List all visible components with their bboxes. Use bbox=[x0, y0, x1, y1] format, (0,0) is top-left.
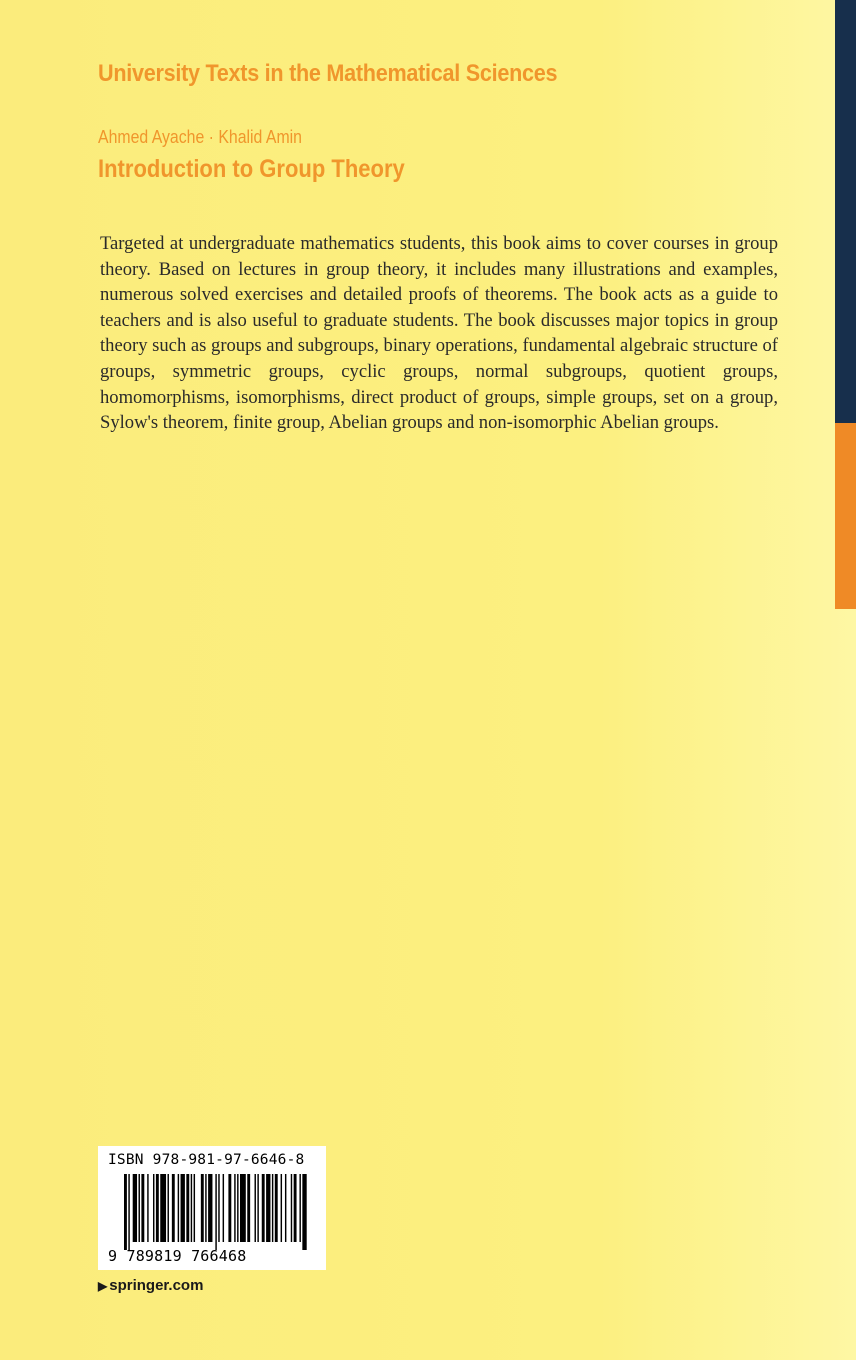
barcode-bar bbox=[215, 1174, 216, 1250]
barcode-bar bbox=[186, 1174, 189, 1242]
arrow-right-icon: ▶ bbox=[98, 1279, 108, 1293]
spine-orange-band bbox=[835, 423, 856, 609]
barcode-bar bbox=[139, 1174, 140, 1242]
barcode-bar bbox=[234, 1174, 235, 1242]
barcode-bar bbox=[262, 1174, 265, 1242]
barcode-bar bbox=[223, 1174, 224, 1242]
barcode-bar bbox=[147, 1174, 148, 1242]
barcode-bar bbox=[205, 1174, 206, 1242]
barcode-bar bbox=[201, 1174, 204, 1242]
barcode-bar bbox=[194, 1174, 195, 1242]
isbn-barcode bbox=[98, 1146, 326, 1270]
barcode-bar bbox=[275, 1174, 278, 1242]
barcode-bar bbox=[124, 1174, 127, 1250]
book-description: Targeted at undergraduate mathematics students, this book aims to cover courses in group theory. Based on lectures in group theory, it includes many illustrations and examples, numerous solved exercises and detailed proofs of theorems. The book acts as a guide to teachers and is also useful to graduate students. The book discusses major topics in group theory such as groups and subgroups, binary operations, fundamental algebraic structure of groups, symmetric groups, cyclic groups, normal subgroups, quotient groups, homomorphisms, isomorphisms, direct product of groups, simple groups, set on a group, Sylow's theorem, finite group, Abelian groups and non-isomorphic Abelian groups. bbox=[100, 233, 778, 434]
barcode-bar bbox=[281, 1174, 282, 1242]
barcode-bar bbox=[294, 1174, 297, 1242]
isbn-label: ISBN 978-981-97-6646-8 bbox=[108, 1152, 305, 1168]
barcode-bar bbox=[181, 1174, 185, 1242]
barcode-bar bbox=[247, 1174, 250, 1242]
barcode-bar bbox=[240, 1174, 246, 1242]
author-names: Ahmed Ayache · Khalid Amin bbox=[98, 127, 302, 147]
barcode-bar bbox=[153, 1174, 154, 1242]
barcode-bar bbox=[285, 1174, 286, 1242]
barcode-bar bbox=[133, 1174, 137, 1242]
barcode-bar bbox=[168, 1174, 169, 1242]
barcode-digits: 9 789819 766468 bbox=[108, 1247, 247, 1265]
publisher-link[interactable] bbox=[98, 1277, 203, 1294]
barcode-bar bbox=[237, 1174, 238, 1242]
barcode-bar bbox=[128, 1174, 129, 1250]
barcode-bar bbox=[191, 1174, 192, 1242]
barcode-bar bbox=[172, 1174, 175, 1242]
barcode-bar bbox=[291, 1174, 292, 1242]
barcode-bar bbox=[156, 1174, 159, 1242]
barcode-bar bbox=[228, 1174, 231, 1242]
barcode-bar bbox=[272, 1174, 273, 1242]
barcode-bar bbox=[302, 1174, 306, 1250]
publisher-website: springer.com bbox=[109, 1277, 204, 1294]
barcode-bar bbox=[141, 1174, 144, 1242]
barcode-bar bbox=[299, 1174, 300, 1242]
book-title: Introduction to Group Theory bbox=[98, 155, 405, 183]
barcode-bar bbox=[257, 1174, 258, 1242]
barcode-bar bbox=[178, 1174, 179, 1242]
barcode-bar bbox=[266, 1174, 270, 1242]
barcode-bar bbox=[208, 1174, 212, 1242]
series-name: University Texts in the Mathematical Sciences bbox=[98, 60, 558, 87]
barcode-bar bbox=[160, 1174, 166, 1242]
barcode-bar bbox=[218, 1174, 219, 1242]
barcode-bar bbox=[255, 1174, 256, 1242]
spine-navy-band bbox=[835, 0, 856, 423]
